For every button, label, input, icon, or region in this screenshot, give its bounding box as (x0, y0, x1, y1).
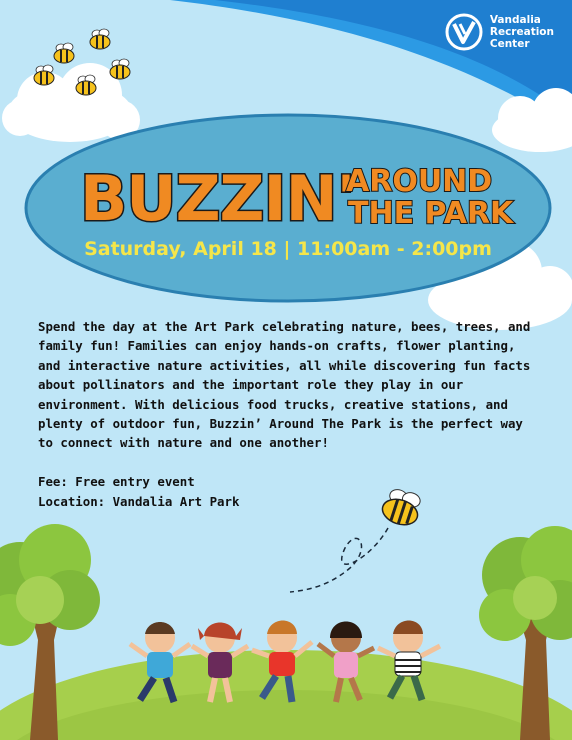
bee-icon (34, 65, 54, 85)
logo-line-1: Vandalia (489, 14, 541, 26)
event-date-time: Saturday, April 18 | 11:00am - 2:00pm (84, 238, 492, 260)
logo-text (490, 14, 554, 50)
event-location: Location: Vandalia Art Park (38, 493, 240, 509)
bee-icon (54, 43, 74, 63)
spacer (38, 453, 544, 472)
event-fee: Fee: Free entry event (38, 474, 195, 490)
bee-icon (76, 75, 96, 95)
event-title-main: BUZZIN' (80, 162, 355, 235)
bee-flight-path (290, 528, 388, 592)
event-description: Spend the day at the Art Park celebrating nature, bees, trees, and family fun! Families can enjoy hands-on crafts, flower planting, and interactive nature activities, all while discovering fun facts about pollinators and the important role they play in our environment. With delicious food trucks, creative stations, and plenty of outdoor fun, Buzzin’ Around The Park is the perfect way to connect with nature and one another! (38, 319, 531, 451)
vandalia-logo (444, 12, 554, 52)
event-title-block (24, 150, 552, 320)
logo-line-2: Recreation (489, 26, 554, 38)
vandalia-v-logo-icon (444, 12, 484, 52)
bee-icon (110, 59, 130, 79)
event-title-secondary (346, 166, 513, 230)
logo-line-3: Center (489, 38, 530, 50)
bee-icon (90, 29, 110, 49)
event-title-the-park: THE PARK (348, 196, 514, 231)
event-title-around: AROUND (346, 164, 493, 199)
event-description-block (38, 317, 544, 511)
